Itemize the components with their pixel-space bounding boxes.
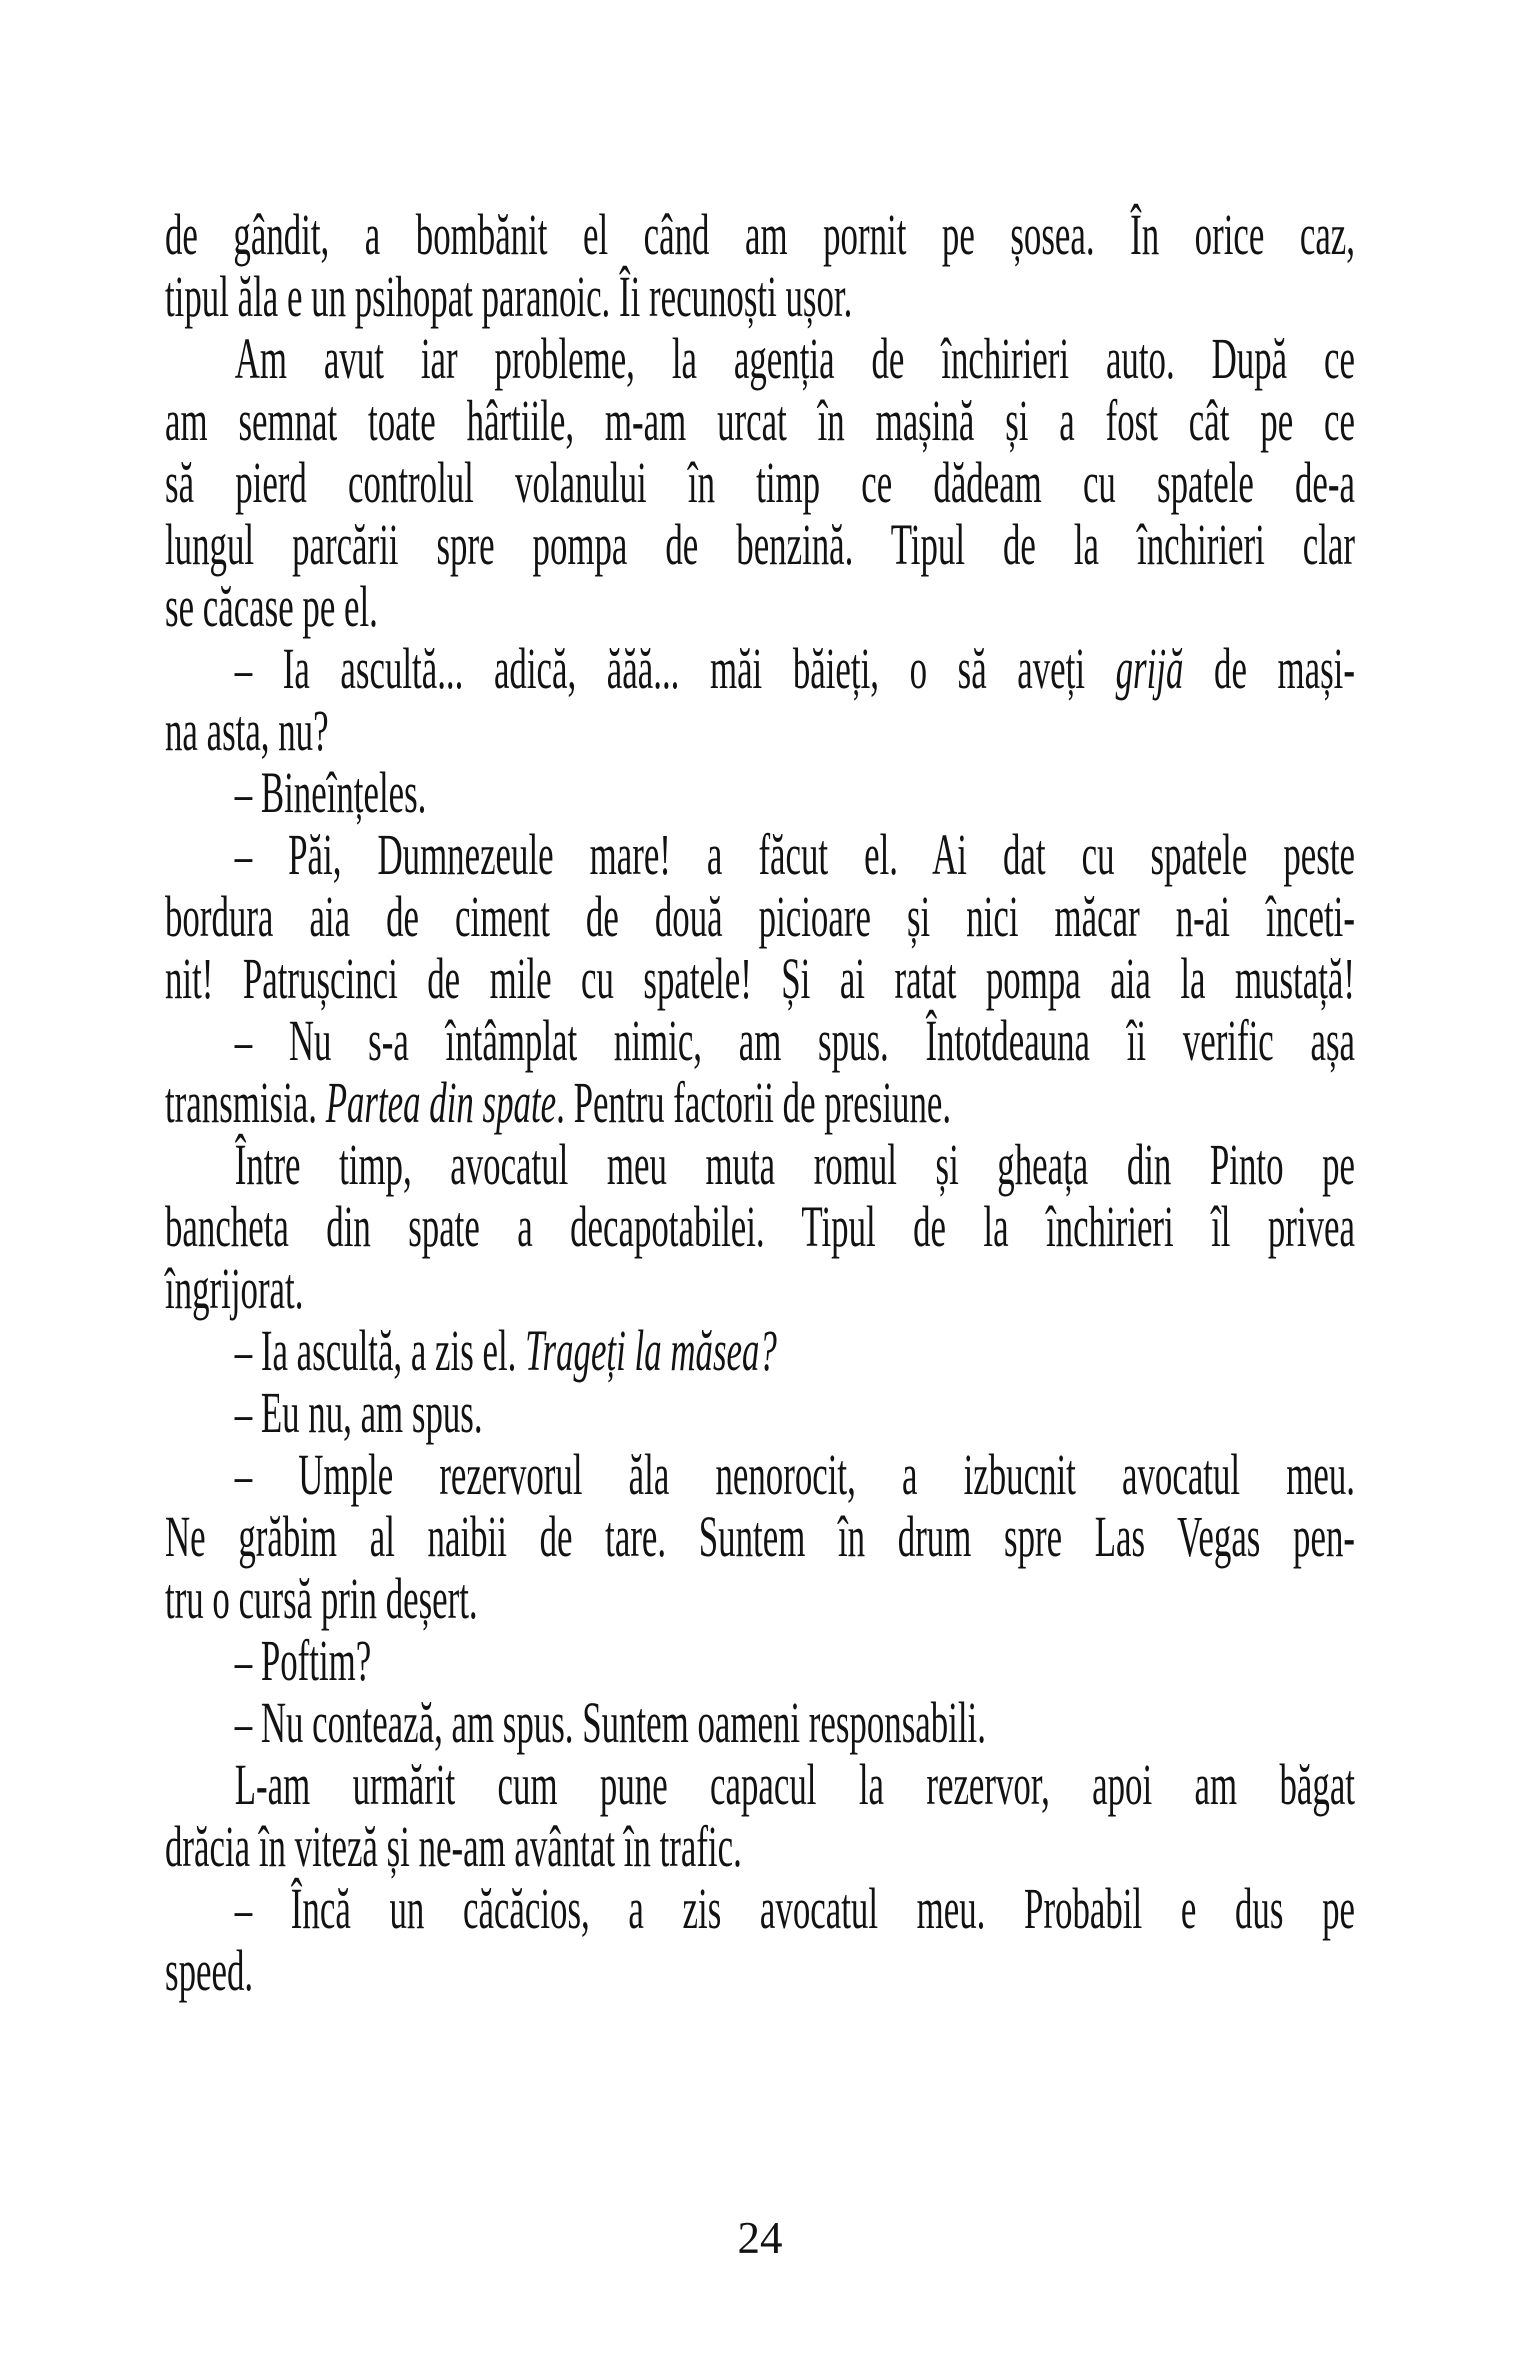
text-line bbox=[165, 824, 1355, 886]
text-segment: . Pentru factorii de presiune. bbox=[556, 1070, 952, 1135]
text-segment: nit! Patrușcinci de mile cu spatele! Și ai ratat pompa aia la mustață! bbox=[165, 946, 1355, 1011]
paragraph bbox=[165, 762, 1355, 824]
text-line bbox=[165, 1940, 1355, 2002]
text-line bbox=[165, 1816, 1355, 1878]
paragraph bbox=[165, 204, 1355, 328]
text-segment: Între timp, avocatul meu muta romul și gheața din Pinto pe bbox=[234, 1132, 1355, 1197]
text-line bbox=[165, 638, 1355, 700]
text-line bbox=[165, 1196, 1355, 1258]
text-segment: – Poftim? bbox=[234, 1628, 372, 1693]
text-line bbox=[165, 1320, 1355, 1382]
text-segment: îngrijorat. bbox=[165, 1256, 304, 1321]
text-line bbox=[165, 452, 1355, 514]
text-segment: bancheta din spate a decapotabilei. Tipul de la închirieri îl privea bbox=[165, 1194, 1355, 1259]
text-line bbox=[165, 762, 1355, 824]
text-segment: de mași- bbox=[1183, 636, 1355, 701]
text-line bbox=[165, 1382, 1355, 1444]
text-segment: – Ia ascultă... adică, ăăă... măi băieți, o să aveți bbox=[234, 636, 1116, 701]
text-segment: drăcia în viteză și ne-am avântat în trafic. bbox=[165, 1814, 742, 1879]
paragraph bbox=[165, 1444, 1355, 1630]
text-segment: transmisia. bbox=[165, 1070, 326, 1135]
paragraph bbox=[165, 1878, 1355, 2002]
text-segment: L-am urmărit cum pune capacul la rezervor, apoi am băgat bbox=[234, 1752, 1355, 1817]
text-segment: – Încă un căcăcios, a zis avocatul meu. Probabil e dus pe bbox=[234, 1876, 1355, 1941]
paragraph bbox=[165, 1382, 1355, 1444]
paragraph bbox=[165, 1134, 1355, 1320]
text-line bbox=[165, 328, 1355, 390]
text-line bbox=[165, 266, 1355, 328]
text-segment: am semnat toate hârtiile, m-am urcat în mașină și a fost cât pe ce bbox=[165, 388, 1355, 453]
text-line bbox=[165, 1258, 1355, 1320]
text-line bbox=[165, 948, 1355, 1010]
paragraph bbox=[165, 1754, 1355, 1878]
text-line bbox=[165, 390, 1355, 452]
italic-text-segment: Trageți la măsea? bbox=[525, 1318, 777, 1383]
paragraph bbox=[165, 638, 1355, 762]
text-line bbox=[165, 576, 1355, 638]
text-segment: – Păi, Dumnezeule mare! a făcut el. Ai dat cu spatele peste bbox=[234, 822, 1355, 887]
text-segment: tipul ăla e un psihopat paranoic. Îi recunoști ușor. bbox=[165, 264, 853, 329]
text-segment: să pierd controlul volanului în timp ce dădeam cu spatele de-a bbox=[165, 450, 1355, 515]
paragraph bbox=[165, 1692, 1355, 1754]
text-segment: na asta, nu? bbox=[165, 698, 329, 763]
text-segment: bordura aia de ciment de două picioare și nici măcar n-ai înceti- bbox=[165, 884, 1355, 949]
text-line bbox=[165, 1072, 1355, 1134]
text-segment: speed. bbox=[165, 1938, 254, 2003]
text-line bbox=[165, 1568, 1355, 1630]
italic-text-segment: Partea din spate bbox=[325, 1070, 557, 1135]
paragraph bbox=[165, 328, 1355, 638]
text-segment: – Ia ascultă, a zis el. bbox=[234, 1318, 526, 1383]
page-text-block bbox=[165, 204, 1355, 2002]
text-segment: – Nu s-a întâmplat nimic, am spus. Întotdeauna îi verific așa bbox=[234, 1008, 1355, 1073]
page-number: 24 bbox=[737, 2213, 783, 2263]
text-segment: Am avut iar probleme, la agenția de închirieri auto. După ce bbox=[234, 326, 1355, 391]
italic-text-segment: grijă bbox=[1115, 636, 1184, 701]
text-segment: de gândit, a bombănit el când am pornit pe șosea. În orice caz, bbox=[165, 202, 1355, 267]
paragraph bbox=[165, 1630, 1355, 1692]
text-segment: – Eu nu, am spus. bbox=[234, 1380, 483, 1445]
text-segment: lungul parcării spre pompa de benzină. Tipul de la închirieri clar bbox=[165, 512, 1355, 577]
text-segment: – Bineînțeles. bbox=[234, 760, 427, 825]
paragraph bbox=[165, 1010, 1355, 1134]
text-line bbox=[165, 1444, 1355, 1506]
text-line bbox=[165, 1506, 1355, 1568]
text-segment: se căcase pe el. bbox=[165, 574, 378, 639]
text-segment: Ne grăbim al naibii de tare. Suntem în drum spre Las Vegas pen- bbox=[165, 1504, 1355, 1569]
text-line bbox=[165, 1754, 1355, 1816]
text-segment: – Umple rezervorul ăla nenorocit, a izbucnit avocatul meu. bbox=[234, 1442, 1355, 1507]
text-segment: – Nu contează, am spus. Suntem oameni responsabili. bbox=[234, 1690, 986, 1755]
text-line bbox=[165, 1692, 1355, 1754]
paragraph bbox=[165, 1320, 1355, 1382]
paragraph bbox=[165, 824, 1355, 1010]
text-line bbox=[165, 204, 1355, 266]
text-line bbox=[165, 1878, 1355, 1940]
text-line bbox=[165, 700, 1355, 762]
text-segment: tru o cursă prin deșert. bbox=[165, 1566, 478, 1631]
text-line bbox=[165, 886, 1355, 948]
text-line bbox=[165, 1630, 1355, 1692]
text-line bbox=[165, 514, 1355, 576]
text-line bbox=[165, 1010, 1355, 1072]
text-line bbox=[165, 1134, 1355, 1196]
